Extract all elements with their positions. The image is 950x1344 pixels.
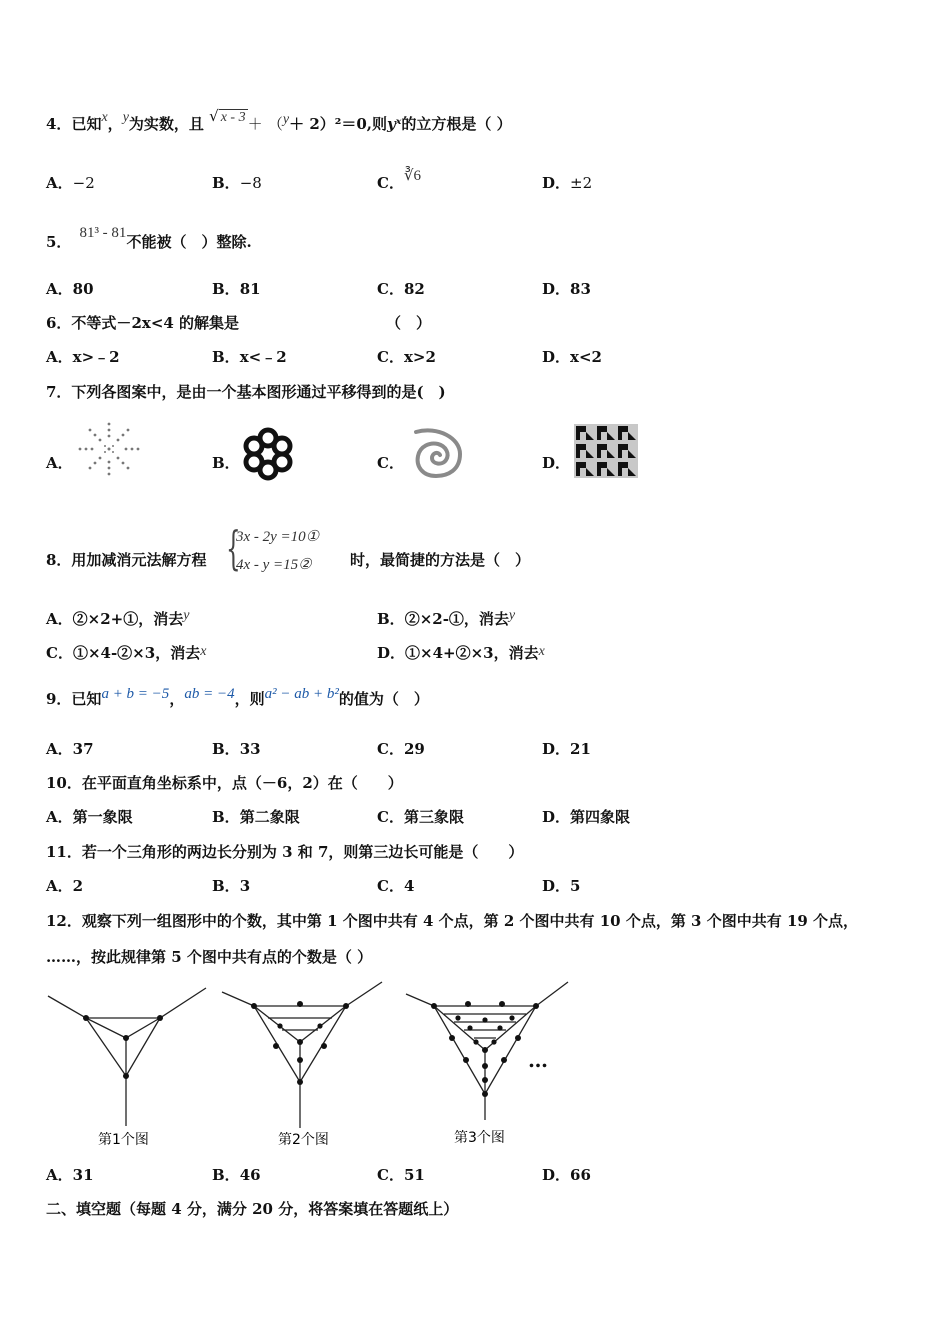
q12-option-a[interactable] <box>46 1165 94 1185</box>
option-text: 5 <box>570 877 581 895</box>
q9-expr: a² − ab + b² <box>264 686 339 702</box>
q6-option-d[interactable] <box>542 347 602 367</box>
q9-tail: 的值为（ ） <box>338 690 429 708</box>
q4-number: 4． <box>46 115 72 133</box>
q4-power: yˣ <box>387 115 402 133</box>
option-label: D． <box>542 174 571 192</box>
option-text: 82 <box>403 280 425 298</box>
q9-cond1: a + b = −5 <box>101 686 170 702</box>
q10-text: 10．在平面直角坐标系中，点（－6，2）在（ ） <box>46 774 403 792</box>
q11-option-a[interactable] <box>46 876 83 896</box>
q9-option-b[interactable] <box>212 739 261 759</box>
q12-stem-line1 <box>46 911 858 931</box>
q8-stem <box>46 550 206 570</box>
option-text: 83 <box>570 280 591 298</box>
q8-option-d[interactable] <box>377 643 545 665</box>
q4-post: 则 <box>371 115 387 133</box>
option-label: A． <box>46 348 73 366</box>
option-label: A． <box>46 1166 73 1184</box>
q8-pre: 8．用加减消元法解方程 <box>46 551 207 569</box>
option-label: A． <box>46 174 73 192</box>
option-text: 2 <box>72 877 84 895</box>
option-label: A． <box>46 740 73 758</box>
option-label: D． <box>542 740 571 758</box>
q9-pre: 9．已知 <box>46 690 102 708</box>
q12-figure-2 <box>220 980 384 1146</box>
option-var: y <box>508 608 516 623</box>
q8-eq1: 3x - 2y =10① <box>236 529 320 545</box>
q7-pattern-a-dots <box>74 420 144 478</box>
option-label: A． <box>46 877 73 895</box>
option-label: C． <box>46 644 73 662</box>
option-label: D． <box>542 808 571 826</box>
option-text: x<2 <box>570 348 602 366</box>
q11-option-c[interactable] <box>377 876 414 896</box>
option-var: x <box>200 644 207 659</box>
ellipsis-icon: … <box>528 1048 548 1072</box>
q5-number: 5． <box>46 233 72 251</box>
option-text: 37 <box>72 740 94 758</box>
q4-stem <box>46 107 512 136</box>
option-label: C． <box>377 740 404 758</box>
spiral-shape <box>416 430 460 476</box>
q4-mid: 为实数，且 <box>128 115 204 133</box>
q11-option-d[interactable] <box>542 876 580 896</box>
q12-figure-1 <box>46 986 210 1146</box>
q4-var-y: y <box>122 110 129 125</box>
option-label: D． <box>542 1166 571 1184</box>
q7-pattern-b-flower <box>240 428 296 480</box>
q5-option-d[interactable] <box>542 279 591 299</box>
option-label: C． <box>377 454 404 472</box>
option-text: ②×2-①，消去 <box>404 610 509 628</box>
option-label: D． <box>542 877 571 895</box>
option-text: 第四象限 <box>570 808 631 826</box>
option-label: A． <box>46 280 73 298</box>
q4-option-c[interactable] <box>377 168 422 194</box>
q10-option-a[interactable] <box>46 807 133 827</box>
option-text: 31 <box>72 1166 94 1184</box>
q12-option-d[interactable] <box>542 1165 591 1185</box>
option-label: C． <box>377 280 404 298</box>
q6-option-b[interactable] <box>212 347 287 367</box>
q12-line1: 12．观察下列一组图形中的个数，其中第 1 个图中共有 4 个点，第 2 个图中共有 10 个点，第 3 个图中共有 19 个点， <box>46 912 859 930</box>
option-label: B． <box>212 174 240 192</box>
option-label: B． <box>212 1166 240 1184</box>
q8-option-b[interactable] <box>377 609 515 631</box>
hexagon-flower <box>246 430 290 478</box>
caption-figure-2: 第2个图 <box>278 1132 329 1148</box>
option-label: C． <box>377 174 404 192</box>
option-label: C． <box>377 877 404 895</box>
section-2-title <box>46 1199 458 1219</box>
q4-paren-rest: ＋ 2）²＝0, <box>289 115 372 133</box>
q7-option-d[interactable] <box>542 453 570 473</box>
option-text: 80 <box>72 280 94 298</box>
q4-option-d[interactable] <box>542 173 592 193</box>
q10-option-b[interactable] <box>212 807 300 827</box>
option-text: x>2 <box>403 348 436 366</box>
q4-pre: 已知 <box>71 115 102 133</box>
q12-stem-line2 <box>46 947 372 967</box>
q7-option-b[interactable] <box>212 453 240 473</box>
q9-option-a[interactable] <box>46 739 94 759</box>
option-label: B． <box>212 740 240 758</box>
option-label: D． <box>542 454 571 472</box>
q9-cond2: ab = −4 <box>184 686 235 702</box>
option-label: D． <box>542 280 571 298</box>
q8-option-c[interactable] <box>46 643 206 665</box>
option-text: x>﹣2 <box>72 348 120 366</box>
option-label: C． <box>377 1166 404 1184</box>
option-label: C． <box>377 348 404 366</box>
option-label: B． <box>377 610 405 628</box>
section-2-title-text: 二、填空题（每题 4 分，满分 20 分，将答案填在答题纸上） <box>46 1200 459 1218</box>
q11-stem <box>46 842 523 862</box>
q10-option-c[interactable] <box>377 807 464 827</box>
option-text: ±2 <box>570 174 593 192</box>
starburst-dots <box>79 423 140 476</box>
option-text: 51 <box>403 1166 425 1184</box>
q8-eq2: 4x - y =15② <box>236 557 312 573</box>
q4-sep: ， <box>107 115 123 133</box>
option-text: x<﹣2 <box>239 348 287 366</box>
q12-option-b[interactable] <box>212 1165 261 1185</box>
q9-sep: ， <box>169 690 185 708</box>
q10-stem <box>46 773 403 793</box>
option-text: 第一象限 <box>72 808 133 826</box>
option-text: ∛6 <box>403 168 422 184</box>
option-var: y <box>183 608 190 623</box>
q9-mid: ，则 <box>234 690 265 708</box>
q4-tail: 的立方根是（ ） <box>401 115 512 133</box>
q5-option-a[interactable] <box>46 279 94 299</box>
option-label: B． <box>212 877 240 895</box>
option-label: B． <box>212 808 240 826</box>
option-text: 第三象限 <box>403 808 464 826</box>
q11-text: 11．若一个三角形的两边长分别为 3 和 7，则第三边长可能是（ ） <box>46 843 524 861</box>
q4-sqrt: √ x - 3 <box>209 107 246 125</box>
option-text: 81 <box>239 280 261 298</box>
q9-option-d[interactable] <box>542 739 591 759</box>
q7-option-a[interactable] <box>46 453 73 473</box>
option-label: A． <box>46 808 73 826</box>
brace-icon: { <box>226 521 241 575</box>
option-text: −8 <box>239 174 262 192</box>
option-text: −2 <box>72 174 95 192</box>
q8-system <box>226 521 356 577</box>
q4-paren-open: （ <box>267 115 283 133</box>
q8-tail <box>350 550 530 570</box>
q6-blank <box>386 313 431 333</box>
figure-3-points <box>431 1001 539 1097</box>
option-text: ①×4-②×3，消去 <box>72 644 201 662</box>
q6-text: 6．不等式－2x<4 的解集是 <box>46 314 240 332</box>
q7-stem <box>46 382 446 402</box>
q7-option-c[interactable] <box>377 453 404 473</box>
figure-1-lines <box>48 988 206 1126</box>
option-text: 46 <box>239 1166 261 1184</box>
q8-option-a[interactable] <box>46 609 189 631</box>
q9-stem <box>46 686 429 710</box>
q7-text: 7．下列各图案中，是由一个基本图形通过平移得到的是( ) <box>46 383 446 401</box>
option-text: 4 <box>403 877 415 895</box>
figure-1-points <box>83 1015 163 1079</box>
option-label: C． <box>377 808 404 826</box>
option-text: 21 <box>570 740 591 758</box>
option-text: 第二象限 <box>239 808 300 826</box>
option-text: 3 <box>239 877 251 895</box>
q5-stem <box>46 225 252 253</box>
option-text: ②×2+①，消去 <box>72 610 184 628</box>
caption-figure-1: 第1个图 <box>98 1132 149 1148</box>
q5-expr: 81³ - 81 <box>79 225 127 241</box>
option-label: D． <box>377 644 406 662</box>
q7-pattern-c-spiral <box>408 424 464 480</box>
q4-var-x: x <box>101 110 108 125</box>
option-text: 33 <box>239 740 261 758</box>
q4-option-a[interactable] <box>46 173 95 193</box>
q5-option-c[interactable] <box>377 279 425 299</box>
option-label: A． <box>46 454 73 472</box>
option-var: x <box>538 644 545 659</box>
option-label: B． <box>212 348 240 366</box>
q10-option-d[interactable] <box>542 807 630 827</box>
q6-stem <box>46 313 239 333</box>
q8-tail-text: 时，最简捷的方法是（ ） <box>350 551 531 569</box>
option-label: B． <box>212 280 240 298</box>
option-text: 29 <box>403 740 425 758</box>
q6-option-c[interactable] <box>377 347 436 367</box>
q11-option-b[interactable] <box>212 876 250 896</box>
q4-plus: ＋ <box>247 115 263 133</box>
q4-option-b[interactable] <box>212 173 262 193</box>
q6-blank-text: （ ） <box>386 314 432 332</box>
q4-paren-var: y <box>282 112 290 127</box>
option-text: 66 <box>570 1166 591 1184</box>
option-label: B． <box>212 454 240 472</box>
q9-option-c[interactable] <box>377 739 425 759</box>
caption-figure-3: 第3个图 <box>454 1130 505 1146</box>
option-text: ①×4+②×3，消去 <box>405 644 539 662</box>
q4-sqrt-expr: x - 3 <box>220 110 246 125</box>
q12-line2: ……，按此规律第 5 个图中共有点的个数是（ ） <box>46 948 373 966</box>
option-label: A． <box>46 610 73 628</box>
q12-option-c[interactable] <box>377 1165 425 1185</box>
q5-tail: 不能被（ ）整除. <box>126 233 252 251</box>
q5-option-b[interactable] <box>212 279 261 299</box>
q7-pattern-d-tiles <box>574 424 638 478</box>
q6-option-a[interactable] <box>46 347 120 367</box>
q12-ellipsis <box>528 1050 548 1070</box>
option-label: D． <box>542 348 571 366</box>
